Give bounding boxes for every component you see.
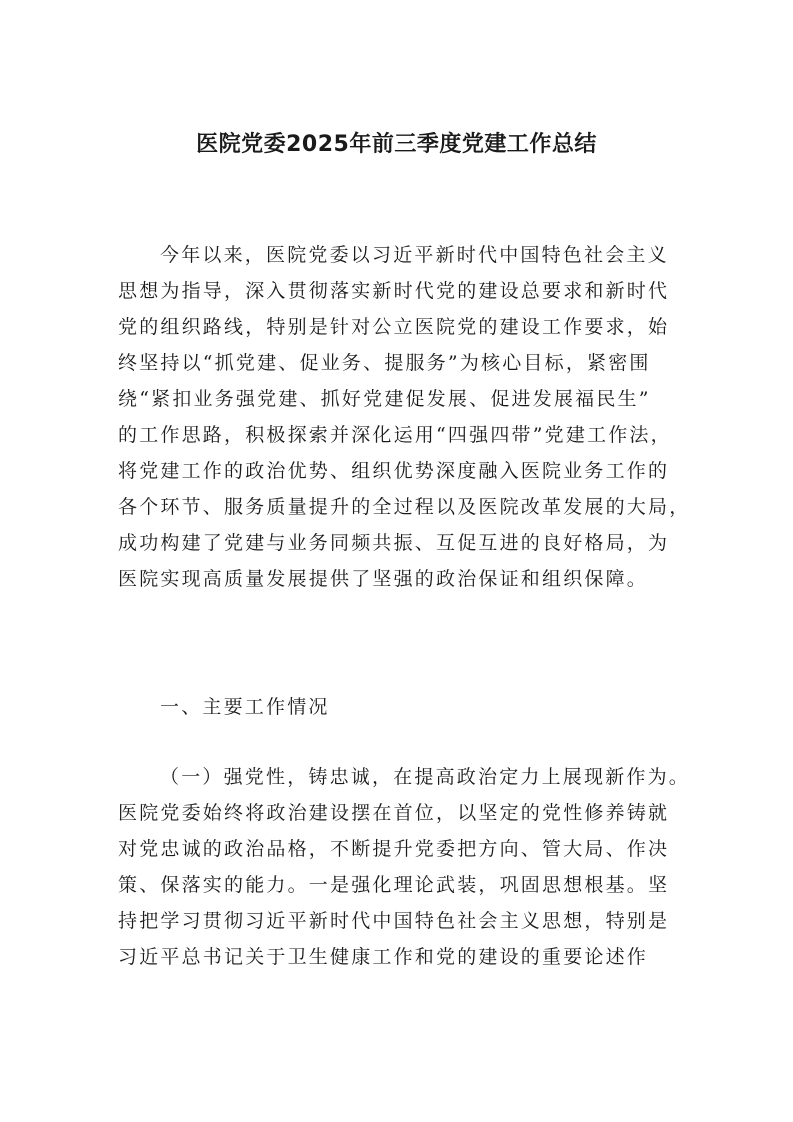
section-heading: 一、主要工作情况 xyxy=(160,696,330,718)
paragraph-1-line: 今年以来，医院党委以习近平新时代中国特色社会主义 xyxy=(160,244,669,266)
paragraph-2-line: （一）强党性，铸忠诚，在提高政治定力上展现新作为。 xyxy=(160,766,691,788)
paragraph-1-line: 党的组织路线，特别是针对公立医院党的建设工作要求，始 xyxy=(118,316,670,338)
paragraph-1-line: 各个环节、服务质量提升的全过程以及医院改革发展的大局， xyxy=(118,496,691,518)
paragraph-1-line: 成功构建了党建与业务同频共振、互促互进的良好格局，为 xyxy=(118,532,670,554)
paragraph-1-line: 绕“紧扣业务强党建、抓好党建促发展、促进发展福民生” xyxy=(118,388,651,410)
paragraph-1-line: 医院实现高质量发展提供了坚强的政治保证和组织保障。 xyxy=(118,568,649,590)
paragraph-2-line: 对党忠诚的政治品格，不断提升党委把方向、管大局、作决 xyxy=(118,838,670,860)
paragraph-2-line: 持把学习贯彻习近平新时代中国特色社会主义思想，特别是 xyxy=(118,910,670,932)
document-title: 医院党委2025年前三季度党建工作总结 xyxy=(196,132,597,157)
paragraph-1-line: 将党建工作的政治优势、组织优势深度融入医院业务工作的 xyxy=(118,460,670,482)
paragraph-1-line: 终坚持以“抓党建、促业务、提服务”为核心目标，紧密围 xyxy=(118,352,651,374)
paragraph-2-line: 策、保落实的能力。一是强化理论武装，巩固思想根基。坚 xyxy=(118,874,670,896)
paragraph-2-line: 习近平总书记关于卫生健康工作和党的建设的重要论述作 xyxy=(118,946,649,968)
paragraph-2-line: 医院党委始终将政治建设摆在首位，以坚定的党性修养铸就 xyxy=(118,802,670,824)
paragraph-1-line: 的工作思路，积极探索并深化运用“四强四带”党建工作法， xyxy=(118,424,672,446)
paragraph-1-line: 思想为指导，深入贯彻落实新时代党的建设总要求和新时代 xyxy=(118,280,670,302)
